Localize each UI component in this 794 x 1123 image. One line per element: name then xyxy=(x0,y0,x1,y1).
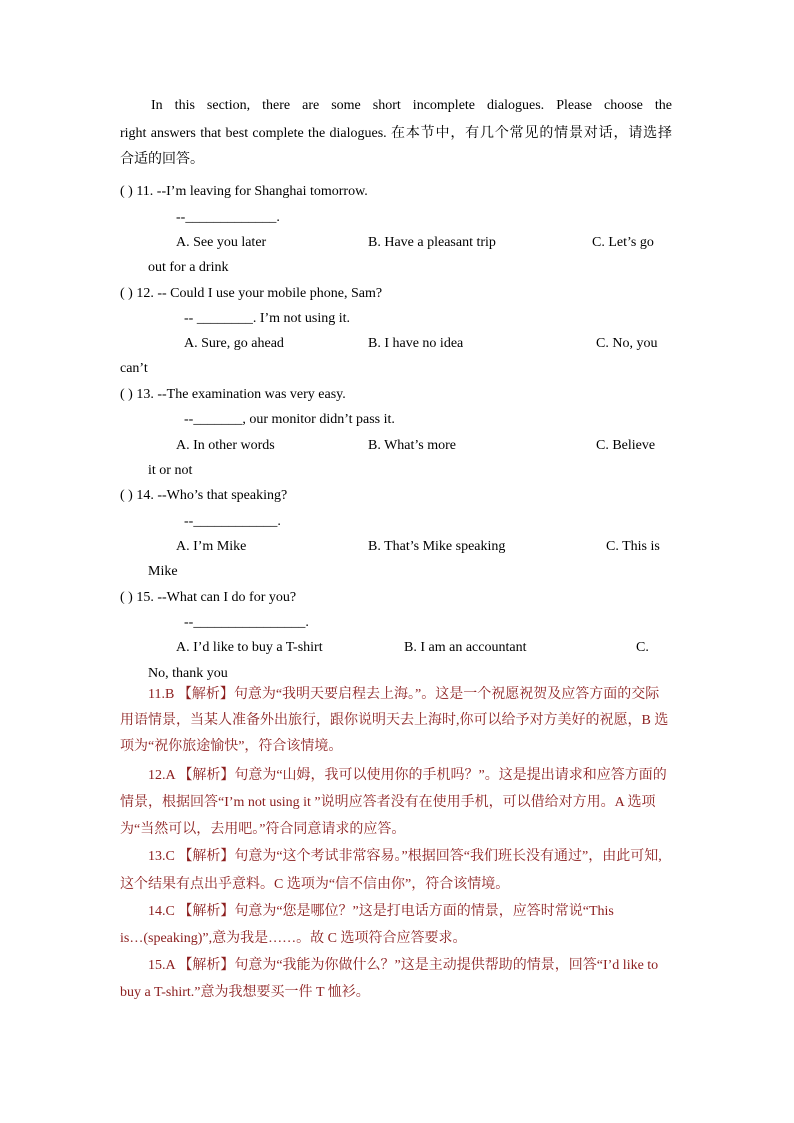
question-13-prompt: ( ) 13. --The examination was very easy. xyxy=(120,387,346,402)
question-15-option-a: A. I’d like to buy a T-shirt xyxy=(176,640,323,655)
question-11-option-c: C. Let’s go xyxy=(592,235,654,250)
explanation-11-line-2: 用语情景，当某人准备外出旅行，跟你说明天去上海时,你可以给予对方美好的祝愿，B 选 xyxy=(120,713,669,728)
explanation-12-line-2: 情景，根据回答“I’m not using it ”说明应答者没有在使用手机，可以借给对方用。A 选项 xyxy=(120,795,656,810)
question-14-prompt: ( ) 14. --Who’s that speaking? xyxy=(120,488,288,503)
question-12-option-c-wrap: can’t xyxy=(120,361,148,376)
explanation-13-line-2: 这个结果有点出乎意料。C 选项为“信不信由你”，符合该情境。 xyxy=(120,877,510,892)
question-11-prompt: ( ) 11. --I’m leaving for Shanghai tomorrow. xyxy=(120,184,368,199)
question-12-response: -- ________. I’m not using it. xyxy=(184,311,351,326)
question-15-response: --________________. xyxy=(184,615,309,630)
intro-line-1: In this section, there are some short incomplete dialogues. Please choose the xyxy=(151,98,672,113)
question-13-option-a: A. In other words xyxy=(176,438,275,453)
question-12-option-c: C. No, you xyxy=(596,336,658,351)
question-12-option-b: B. I have no idea xyxy=(368,336,464,351)
question-11-option-b: B. Have a pleasant trip xyxy=(368,235,496,250)
explanation-12-line-3: 为“当然可以，去用吧。”符合同意请求的应答。 xyxy=(120,822,406,837)
question-13-response: --_______, our monitor didn’t pass it. xyxy=(184,412,395,427)
intro-line-3: 合适的回答。 xyxy=(120,152,204,167)
explanation-11-line-1: 11.B 【解析】句意为“我明天要启程去上海。”。这是一个祝愿祝贺及应答方面的交际 xyxy=(148,687,660,702)
question-14-option-c: C. This is xyxy=(606,539,660,554)
question-14-option-b: B. That’s Mike speaking xyxy=(368,539,506,554)
question-15-option-b: B. I am an accountant xyxy=(404,640,527,655)
question-15-prompt: ( ) 15. --What can I do for you? xyxy=(120,590,297,605)
intro-line-2: right answers that best complete the dialogues. 在本节中，有几个常见的情景对话，请选择 xyxy=(120,126,672,141)
question-14-option-c-wrap: Mike xyxy=(148,564,178,579)
question-14-option-a: A. I’m Mike xyxy=(176,539,247,554)
question-15-option-c-wrap: No, thank you xyxy=(148,666,228,681)
explanation-12-line-1: 12.A 【解析】句意为“山姆，我可以使用你的手机吗？”。这是提出请求和应答方面的 xyxy=(148,768,667,783)
question-12-option-a: A. Sure, go ahead xyxy=(184,336,284,351)
explanation-14-line-1: 14.C 【解析】句意为“您是哪位？”这是打电话方面的情景，应答时常说“This xyxy=(148,904,614,919)
explanation-13-line-1: 13.C 【解析】句意为“这个考试非常容易。”根据回答“我们班长没有通过”，由此可知, xyxy=(148,849,662,864)
question-11-option-a: A. See you later xyxy=(176,235,267,250)
question-15-option-c: C. xyxy=(636,640,649,655)
question-11-response: --_____________. xyxy=(176,210,280,225)
question-13-option-b: B. What’s more xyxy=(368,438,457,453)
explanation-11-line-3: 项为“祝你旅途愉快”，符合该情境。 xyxy=(120,739,343,754)
explanation-15-line-1: 15.A 【解析】句意为“我能为你做什么？”这是主动提供帮助的情景，回答“I’d like to xyxy=(148,958,659,973)
question-11-option-c-wrap: out for a drink xyxy=(148,260,229,275)
question-13-option-c: C. Believe xyxy=(596,438,656,453)
explanation-14-line-2: is…(speaking)”,意为我是……。故 C 选项符合应答要求。 xyxy=(120,931,467,946)
question-14-response: --____________. xyxy=(184,514,281,529)
question-12-prompt: ( ) 12. -- Could I use your mobile phone, Sam? xyxy=(120,286,383,301)
question-13-option-c-wrap: it or not xyxy=(148,463,193,478)
explanation-15-line-2: buy a T-shirt.”意为我想要买一件 T 恤衫。 xyxy=(120,985,370,1000)
